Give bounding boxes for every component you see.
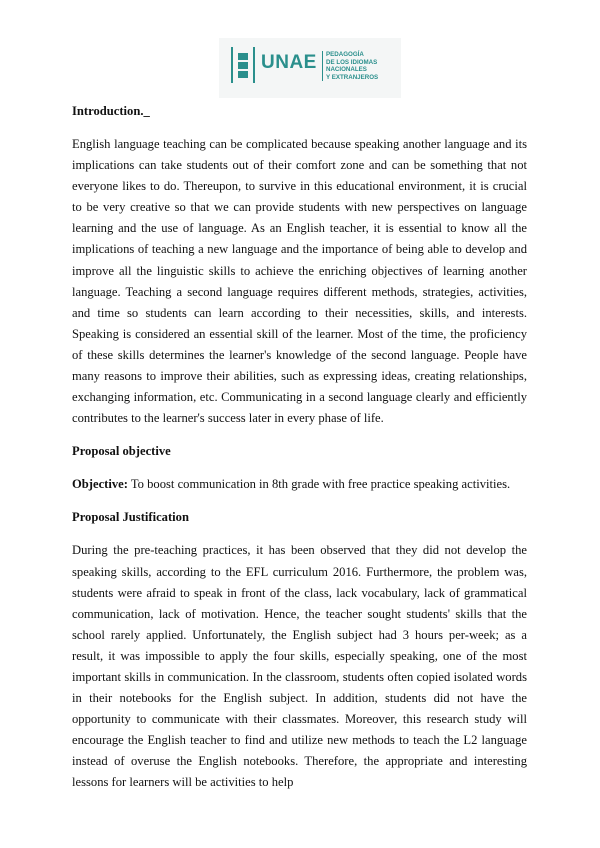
objective-text: To boost communication in 8th grade with free practice speaking activities. <box>127 477 511 492</box>
unae-logo <box>219 38 401 98</box>
proposal-justification-heading: Proposal Justification <box>72 510 189 525</box>
logo-subtitle-line: DE LOS IDIOMAS <box>326 58 378 66</box>
objective-label: Objective: <box>72 477 128 492</box>
logo-subtitle <box>326 51 378 81</box>
justification-paragraph: During the pre-teaching practices, it has been observed that they did not develop the speaking skills, according to the EFL curriculum 2016. Furthermore, the problem was, students were afraid to speak in front of the class, lack vocabulary, lack of grammatical communication, lack of motivation. Hence, the teacher sought students' skills that the school rarely applied. Unfortunately, the English subject had 3 hours per-week; as a result, it was impossible to apply the four skills, especially speaking, one of the most important skills in communication. In the classroom, students often copied isolated words in their notebooks for the English subject. In addition, students did not have the opportunity to communicate with their classmates. Moreover, this research study will encourage the English teacher to find and utilize new methods to teach the L2 language instead of overuse the English notebooks. Therefore, the appropriate and interesting lessons for learners will be activities to help <box>72 543 527 790</box>
objective-paragraph <box>72 474 527 495</box>
introduction-heading: Introduction._ <box>72 104 150 118</box>
unae-emblem-icon <box>231 47 255 83</box>
proposal-objective-heading: Proposal objective <box>72 444 171 459</box>
logo-name: UNAE <box>261 52 317 73</box>
logo-subtitle-line: NACIONALES <box>326 66 367 74</box>
logo-subtitle-line: Y EXTRANJEROS <box>326 73 379 81</box>
document-body <box>72 101 527 794</box>
logo-divider <box>322 51 323 81</box>
introduction-paragraph: English language teaching can be complicated because speaking another language and its implications can take students out of their comfort zone and can be something that not everyone likes to do. Thereupon, to survive in this educational environment, it is crucial to be very creative so that we can provide students with new perspectives on language learning and the use of language. As an English teacher, it is essential to know all the implications of teaching a new language and the importance of being able to develop and improve all the linguistic skills to achieve the enriching objectives of learning another language. Teaching a second language requires different methods, strategies, activities, and time so students can learn according to their necessities, skills, and interests. Speaking is considered an essential skill of the learner. Most of the time, the proficiency of these skills determines the learner's knowledge of the second language. People have many reasons to improve their abilities, such as expressing ideas, creating relationships, exchanging information, etc. Communicating in a second language clearly and efficiently contributes to the learner's success later in every phase of life. <box>72 137 527 426</box>
logo-subtitle-line: PEDAGOGÍA <box>326 51 364 58</box>
